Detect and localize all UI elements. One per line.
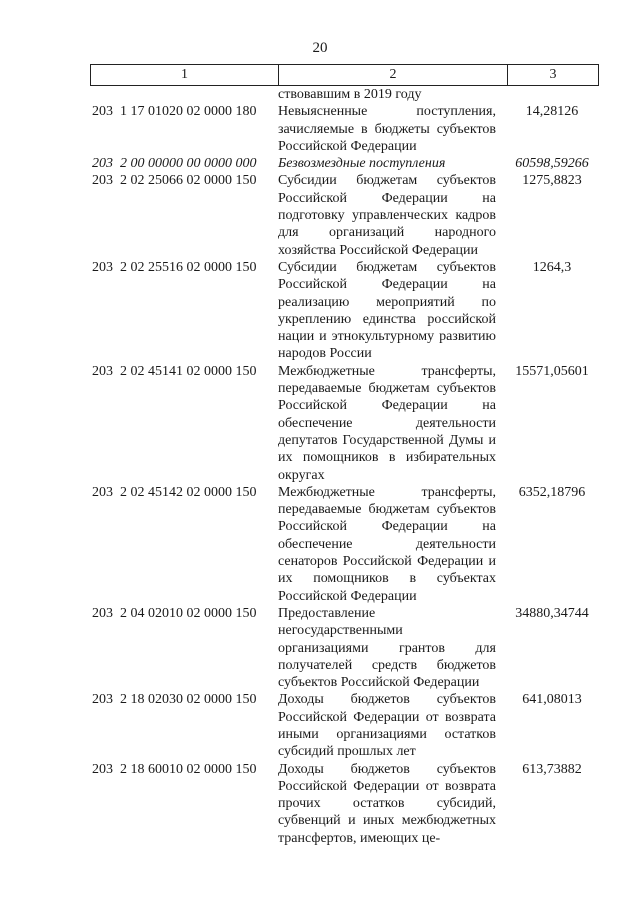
row-name: Доходы бюджетов субъектов Российской Федерации от возврата прочих остатков субсидий, субвенций и иных межбюджетных трансфертов, имеющих це- bbox=[278, 761, 496, 846]
table-row bbox=[92, 103, 602, 155]
row-name: Безвозмездные поступления bbox=[278, 156, 446, 172]
row-code: 203 2 02 45141 02 0000 150 bbox=[92, 363, 257, 379]
table-row bbox=[92, 86, 602, 103]
header-col-3: 3 bbox=[549, 67, 557, 82]
row-sum: 34880,34744 bbox=[515, 605, 589, 621]
table-row bbox=[92, 155, 602, 172]
row-code: 203 2 18 60010 02 0000 150 bbox=[92, 761, 257, 777]
row-name: Субсидии бюджетам субъектов Российской Федерации на реализацию мероприятий по укреплению единства российской нации и этнокультурному развитию народов России bbox=[278, 259, 496, 362]
row-name: ствовавшим в 2019 году bbox=[278, 87, 422, 102]
row-name: Невыясненные поступления, зачисляемые в бюджеты субъектов Российской Федерации bbox=[278, 104, 496, 154]
row-name: Субсидии бюджетам субъектов Российской Федерации на подготовку управленческих кадров для организаций народного хозяйства Российской Федерации bbox=[278, 173, 496, 258]
table-row bbox=[92, 484, 602, 605]
row-sum bbox=[496, 86, 602, 103]
table-row bbox=[92, 259, 602, 363]
row-sum: 15571,05601 bbox=[515, 363, 589, 379]
row-sum: 641,08013 bbox=[522, 692, 582, 708]
table-header bbox=[90, 64, 599, 86]
page-number: 20 bbox=[312, 40, 328, 56]
row-code: 203 2 02 45142 02 0000 150 bbox=[92, 484, 257, 500]
row-sum: 1264,3 bbox=[532, 259, 572, 275]
row-name: Предоставление негосударственными организациями грантов для получателей средств бюджетов субъектов Российской Федерации bbox=[278, 605, 496, 691]
table-row bbox=[92, 605, 602, 691]
row-code bbox=[92, 86, 278, 103]
header-col-1: 1 bbox=[91, 65, 279, 85]
row-sum: 1275,8823 bbox=[522, 173, 582, 189]
row-code: 203 2 02 25066 02 0000 150 bbox=[92, 173, 257, 189]
table-row bbox=[92, 691, 602, 760]
row-sum: 613,73882 bbox=[522, 761, 582, 777]
row-name: Доходы бюджетов субъектов Российской Федерации от возврата иными организациями остатков субсидий прошлых лет bbox=[278, 692, 496, 760]
row-sum: 6352,18796 bbox=[518, 484, 586, 500]
row-code: 203 1 17 01020 02 0000 180 bbox=[92, 104, 257, 120]
row-code: 203 2 04 02010 02 0000 150 bbox=[92, 605, 257, 621]
row-code: 203 2 00 00000 00 0000 000 bbox=[92, 156, 257, 172]
row-name: Межбюджетные трансферты, передаваемые бюджетам субъектов Российской Федерации на обеспечение деятельности депутатов Государственной Думы и их помощников в избирательных округах bbox=[278, 363, 496, 483]
row-code: 203 2 02 25516 02 0000 150 bbox=[92, 259, 257, 275]
table-row bbox=[92, 363, 602, 484]
table-body bbox=[92, 86, 602, 847]
row-code: 203 2 18 02030 02 0000 150 bbox=[92, 692, 257, 708]
table-row bbox=[92, 761, 602, 847]
row-sum: 14,28126 bbox=[525, 104, 579, 120]
row-sum: 60598,59266 bbox=[515, 156, 589, 172]
table-row bbox=[92, 172, 602, 258]
header-col-2: 2 bbox=[279, 65, 508, 85]
row-name: Межбюджетные трансферты, передаваемые бюджетам субъектов Российской Федерации на обеспечение деятельности сенаторов Российской Федерации и их помощников в субъектах Российской Федерации bbox=[278, 484, 496, 604]
